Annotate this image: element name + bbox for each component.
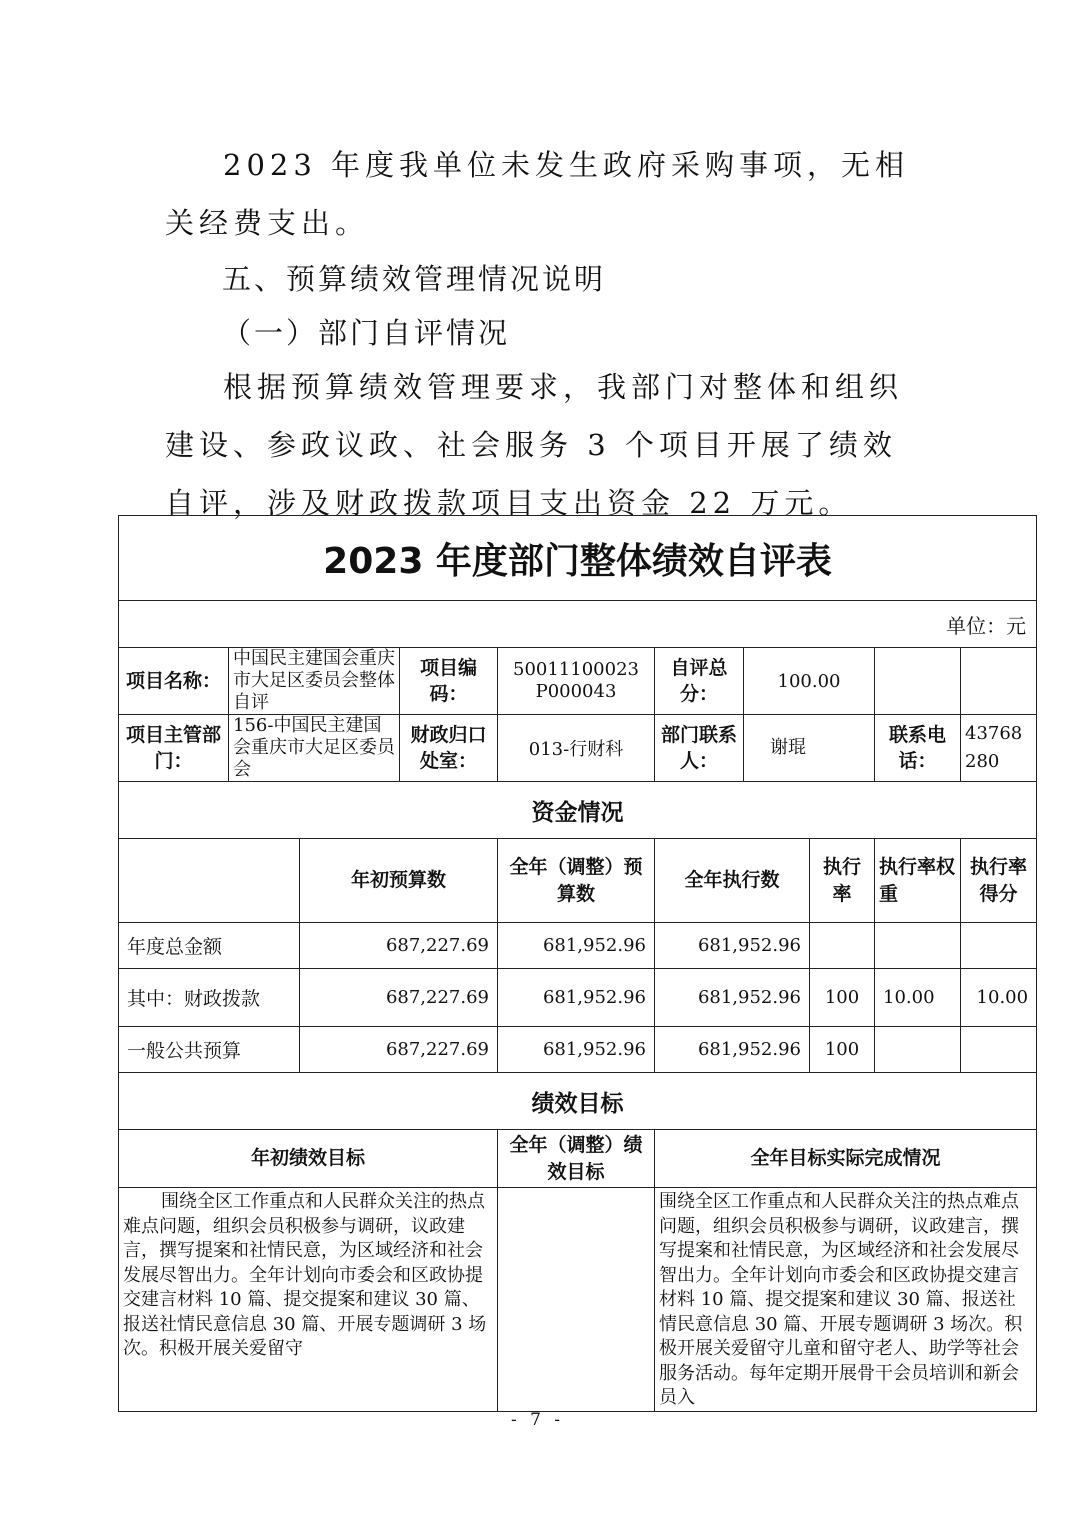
funds-section-title: 资金情况: [119, 782, 1037, 839]
funds-rate: 100: [810, 969, 875, 1027]
funds-header-score: 执行率得分: [961, 839, 1037, 923]
funds-header-budget: 年初预算数: [300, 839, 498, 923]
dept-label: 项目主管部门：: [119, 715, 229, 782]
funds-executed: 681,952.96: [655, 969, 810, 1027]
funds-executed: 681,952.96: [655, 923, 810, 969]
self-eval-paragraph: 根据预算绩效管理要求，我部门对整体和组织建设、参政议政、社会服务 3 个项目开展了绩效自评，涉及财政拨款项目支出资金 22 万元。: [165, 370, 904, 520]
funds-row-label: 一般公共预算: [119, 1027, 300, 1073]
goals-header-actual: 全年目标实际完成情况: [655, 1130, 1037, 1188]
funds-row-label: 年度总金额: [119, 923, 300, 969]
funds-budget: 687,227.69: [300, 923, 498, 969]
subsection-heading: （一）部门自评情况: [222, 316, 511, 350]
project-name-label: 项目名称：: [119, 648, 229, 715]
dept-value: 156-中国民主建国会重庆市大足区委员会: [229, 715, 400, 782]
phone-value: 43768280: [961, 715, 1037, 782]
contact-label: 部门联系人：: [655, 715, 744, 782]
unit-label: 单位：元: [119, 601, 1037, 648]
funds-row-label: 其中：财政拨款: [119, 969, 300, 1027]
empty-cell: [961, 648, 1037, 715]
procurement-paragraph: 2023 年度我单位未发生政府采购事项，无相关经费支出。: [165, 148, 910, 240]
office-label: 财政归口处室：: [400, 715, 498, 782]
funds-weight: [875, 923, 961, 969]
score-label: 自评总分：: [655, 648, 744, 715]
funds-budget: 687,227.69: [300, 969, 498, 1027]
funds-score: 10.00: [961, 969, 1037, 1027]
funds-header-weight: 执行率权重: [875, 839, 961, 923]
section-heading: 五、预算绩效管理情况说明: [222, 262, 607, 296]
project-code-label: 项目编码：: [400, 648, 498, 715]
funds-weight: [875, 1027, 961, 1073]
funds-adjusted: 681,952.96: [498, 923, 655, 969]
funds-header-adjusted: 全年（调整）预算数: [498, 839, 655, 923]
funds-adjusted: 681,952.96: [498, 969, 655, 1027]
office-value: 013-行财科: [498, 715, 655, 782]
goals-header-initial: 年初绩效目标: [119, 1130, 498, 1188]
funds-weight: 10.00: [875, 969, 961, 1027]
funds-score: [961, 923, 1037, 969]
funds-header-executed: 全年执行数: [655, 839, 810, 923]
funds-budget: 687,227.69: [300, 1027, 498, 1073]
funds-rate: 100: [810, 1027, 875, 1073]
goals-actual-text: 围绕全区工作重点和人民群众关注的热点难点问题，组织会员积极参与调研，议政建言，撰写提案和社情民意，为区域经济和社会发展尽智出力。全年计划向市委会和区政协提交建言材料 10 篇、提交提案和建议 30 篇、报送社情民意信息 30 篇、开展专题调研 3 场次。积极开展关爱留守儿童和留守老人、助学等社会服务活动。每年定期开展骨干会员培训和新会员入: [655, 1188, 1037, 1412]
page-number: - 7 -: [510, 1410, 565, 1430]
goals-adjusted-text: [498, 1188, 655, 1412]
goals-section-title: 绩效目标: [119, 1073, 1037, 1130]
project-name-value: 中国民主建国会重庆市大足区委员会整体自评: [229, 648, 400, 715]
funds-score: [961, 1027, 1037, 1073]
funds-header-blank: [119, 839, 300, 923]
performance-table: [118, 515, 1037, 1412]
empty-cell: [875, 648, 961, 715]
phone-label: 联系电话：: [875, 715, 961, 782]
funds-executed: 681,952.96: [655, 1027, 810, 1073]
goals-header-adjusted: 全年（调整）绩效目标: [498, 1130, 655, 1188]
table-title: 2023 年度部门整体绩效自评表: [119, 516, 1037, 601]
funds-adjusted: 681,952.96: [498, 1027, 655, 1073]
funds-header-rate: 执行率: [810, 839, 875, 923]
funds-rate: [810, 923, 875, 969]
project-code-value: 50011100023 P000043: [498, 648, 655, 715]
score-value: 100.00: [744, 648, 875, 715]
contact-value: 谢琨: [744, 715, 875, 782]
goals-initial-text: 围绕全区工作重点和人民群众关注的热点难点问题，组织会员积极参与调研，议政建言，撰写提案和社情民意，为区域经济和社会发展尽智出力。全年计划向市委会和区政协提交建言材料 10 篇、提交提案和建议 30 篇、报送社情民意信息 30 篇、开展专题调研 3 场次。积极开展关爱留守: [119, 1188, 498, 1412]
